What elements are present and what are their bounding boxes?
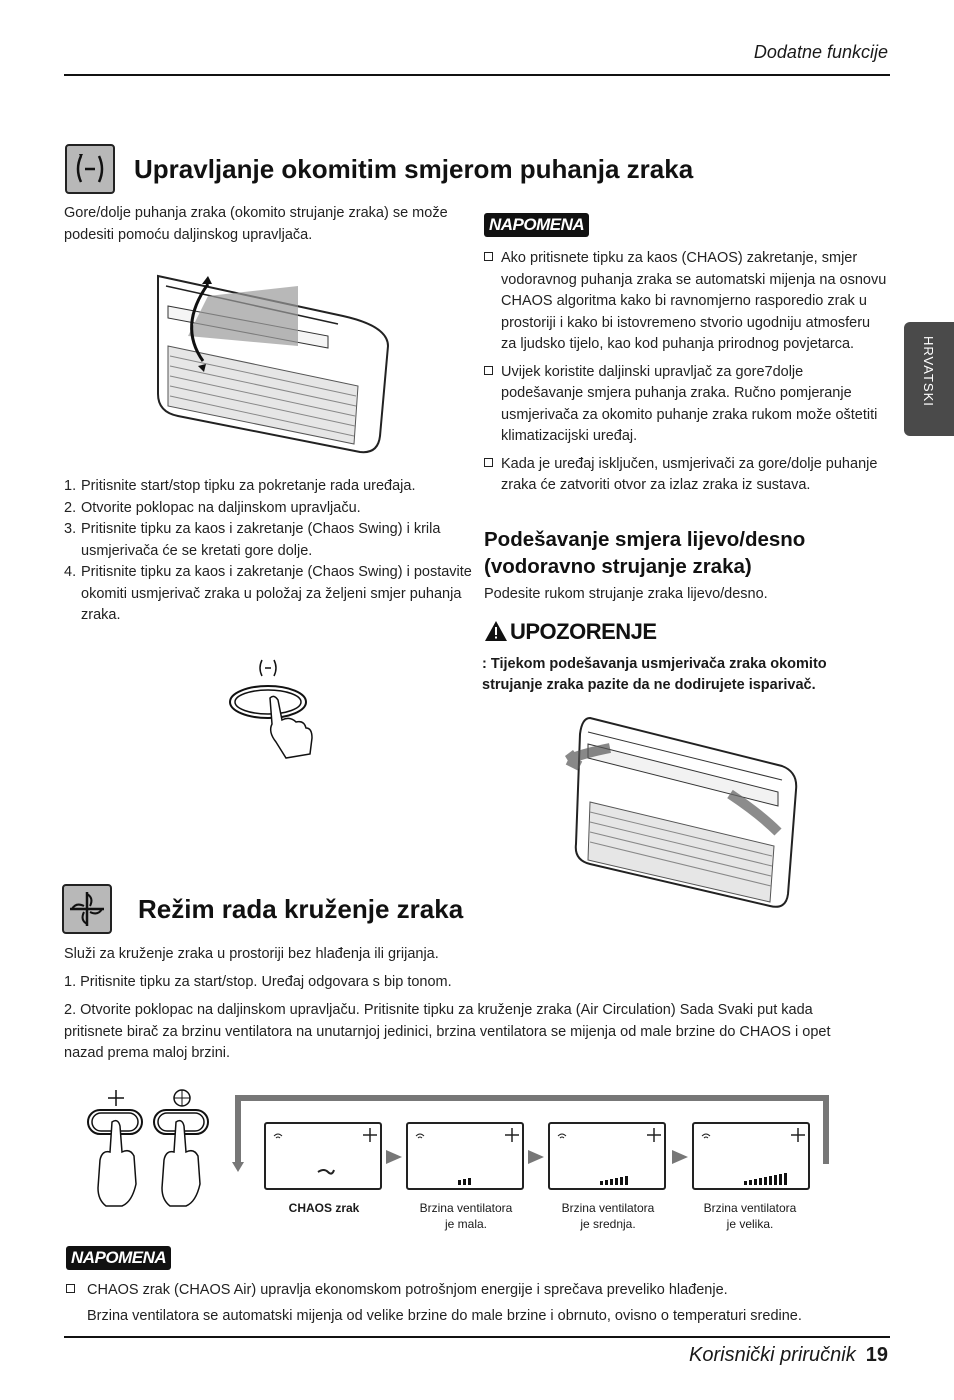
section1-title: Upravljanje okomitim smjerom puhanja zraka bbox=[134, 154, 694, 184]
section1-notes bbox=[484, 248, 888, 503]
subheading-horizontal: Podešavanje smjera lijevo/desno (vodoravno strujanje zraka) bbox=[484, 528, 806, 578]
air-circulation-icon bbox=[62, 884, 112, 934]
ac-unit-horizontal-illustration bbox=[560, 714, 800, 919]
note-label: NAPOMENA bbox=[66, 1246, 171, 1270]
remote-buttons-illustration bbox=[84, 1088, 214, 1217]
language-tab-label: HRVATSKI bbox=[921, 336, 936, 407]
header-section-title: Dodatne funkcije bbox=[753, 42, 888, 62]
subheading-text: Podesite rukom strujanje zraka lijevo/desno. bbox=[484, 586, 768, 602]
section1-steps bbox=[64, 476, 474, 627]
note-item: CHAOS zrak (CHAOS Air) upravlja ekonomskom potrošnjom energije i sprečava preveliko hlađenje. bbox=[66, 1280, 886, 1302]
checkbox-bullet-icon bbox=[484, 458, 493, 467]
step-item: 1. Pritisnite start/stop tipku za pokretanje rada uređaja. bbox=[64, 478, 416, 494]
ac-unit-vertical-swing-illustration bbox=[148, 266, 398, 461]
panel-caption: Brzina ventilatora je srednja. bbox=[561, 1201, 655, 1231]
remote-swing-button-illustration bbox=[226, 654, 336, 769]
page-number: 19 bbox=[865, 1344, 888, 1366]
checkbox-bullet-icon bbox=[484, 366, 493, 375]
section2-intro: Služi za kruženje zraka u prostoriji bez hlađenja ili grijanja. bbox=[64, 946, 439, 962]
footer-title: Korisnički priručnik bbox=[689, 1344, 856, 1366]
step-item: 4. Pritisnite tipku za kaos i zakretanje (Chaos Swing) i postavite okomiti usmjerivač zraka u položaj za željeni smjer puhanja zraka. bbox=[64, 564, 472, 623]
checkbox-bullet-icon bbox=[484, 252, 493, 261]
note-item: Kada je uređaj isključen, usmjerivači za gore/dolje puhanje zraka će zatvoriti otvor za izlaz zraka iz sustava. bbox=[484, 454, 888, 497]
section2-note bbox=[66, 1280, 886, 1327]
checkbox-bullet-icon bbox=[66, 1284, 75, 1293]
note-label: NAPOMENA bbox=[484, 213, 589, 237]
note-continuation: Brzina ventilatora se automatski mijenja od velike brzine do male brzine i obrnuto, ovisno o temperaturi sredine. bbox=[87, 1307, 802, 1324]
chaos-swing-icon bbox=[65, 144, 115, 194]
display-panel-low bbox=[406, 1122, 524, 1190]
warning-title: UPOZORENJE bbox=[510, 619, 657, 644]
display-panel-high bbox=[692, 1122, 810, 1190]
arrow-right-icon bbox=[672, 1150, 688, 1169]
footer-rule bbox=[64, 1336, 890, 1338]
section1-intro: Gore/dolje puhanja zraka (okomito strujanje zraka) se može podesiti pomoću daljinskog upravljača. bbox=[64, 205, 448, 243]
language-tab bbox=[904, 322, 954, 436]
display-panel-chaos bbox=[264, 1122, 382, 1190]
section2-step2: 2. Otvorite poklopac na daljinskom upravljaču. Pritisnite tipku za kruženje zraka (Air Circulation) Sada Svaki put kada pritisnete birač za brzinu ventilatora na unutarnjoj jedinici, brzina ventilatora se mijenja od male brzine do CHAOS i opet nazad prema maloj brzini. bbox=[64, 1002, 831, 1061]
footer bbox=[689, 1344, 888, 1367]
step-item: 3. Pritisnite tipku za kaos i zakretanje (Chaos Swing) i krila usmjerivača će se kretati gore dolje. bbox=[64, 521, 441, 559]
display-panel-medium bbox=[548, 1122, 666, 1190]
arrow-right-icon bbox=[386, 1150, 402, 1169]
panel-caption: Brzina ventilatora je mala. bbox=[419, 1201, 513, 1231]
step-item: 2. Otvorite poklopac na daljinskom upravljaču. bbox=[64, 499, 361, 516]
section2-title: Režim rada kruženje zraka bbox=[138, 894, 464, 924]
section2-step1: 1. Pritisnite tipku za start/stop. Uređaj odgovara s bip tonom. bbox=[64, 974, 452, 990]
warning-triangle-icon bbox=[484, 620, 508, 647]
warning-text: : Tijekom podešavanja usmjerivača zraka okomito strujanje zraka pazite da ne dodirujete isparivač. bbox=[482, 656, 827, 693]
panel-caption: CHAOS zrak bbox=[288, 1201, 360, 1215]
note-item: Uvijek koristite daljinski upravljač za gore7dolje podešavanje smjera puhanja zraka. Ručno pomjeranje usmjerivača za okomito puhanje zraka rukom može oštetiti klimatizacijski uređaj. bbox=[484, 362, 888, 448]
header-rule bbox=[64, 74, 890, 76]
panel-caption: Brzina ventilatora je velika. bbox=[703, 1201, 797, 1231]
note-item: Ako pritisnete tipku za kaos (CHAOS) zakretanje, smjer vodoravnog puhanja zraka se automatski mijenja na osnovu CHAOS algoritma kako bi ravnomjerno rasporedio zrak u prostoriji i kako bi istovremeno stvorio ugodniju atmosferu za ljudsko tijelo, kao kod puhanja prirodnog povjetarca. bbox=[484, 248, 888, 356]
arrow-right-icon bbox=[528, 1150, 544, 1169]
